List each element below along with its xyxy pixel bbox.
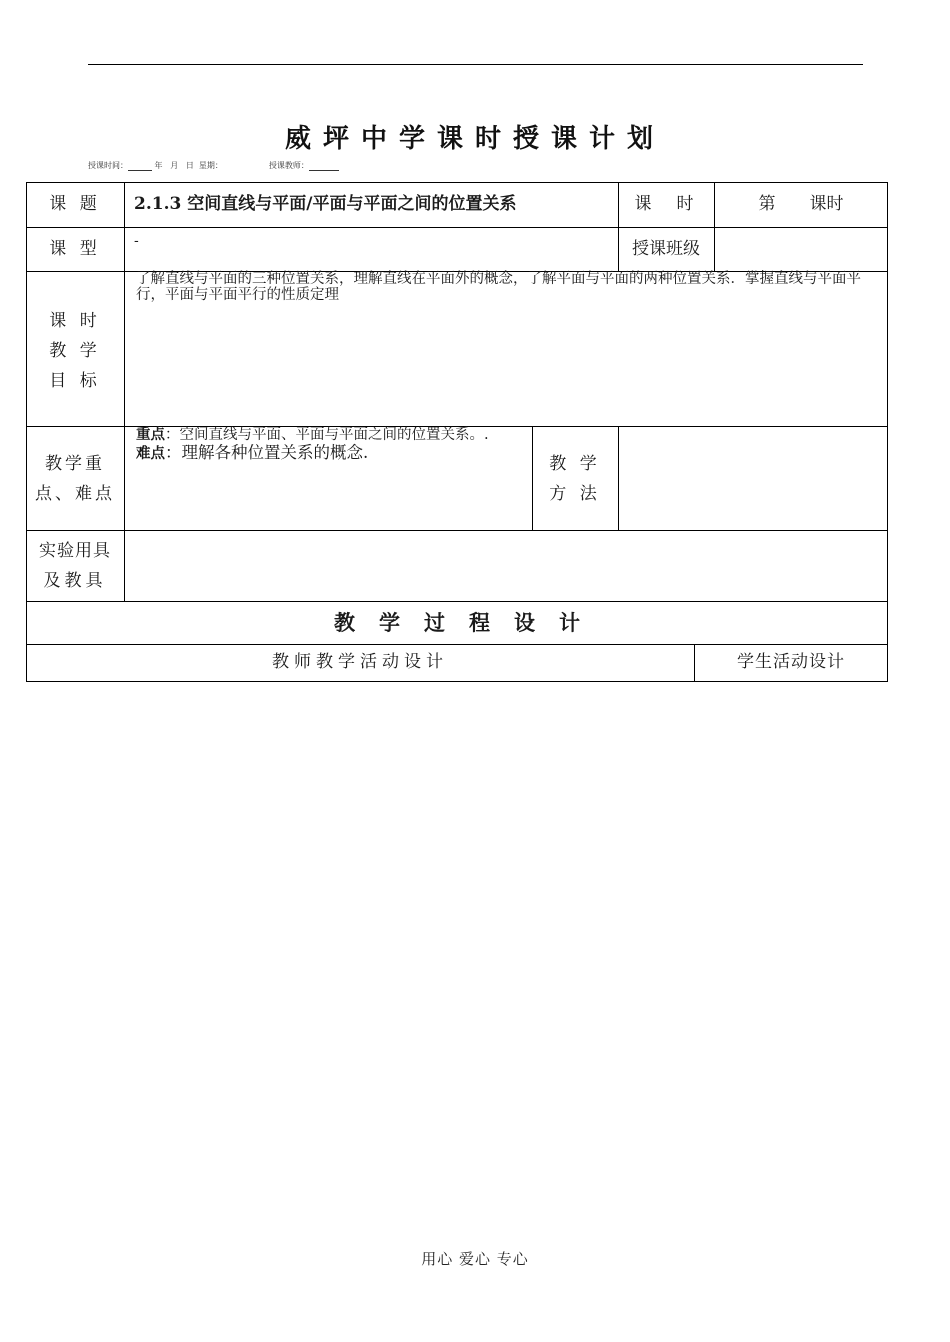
method-value <box>620 426 886 530</box>
date-label: 授课时间： <box>88 161 128 170</box>
period-label: 课 时 <box>634 194 698 214</box>
topic-value: 2.1.3 空间直线与平面/平面与平面之间的位置关系 <box>134 194 517 214</box>
method-label-line-1: 教 学 <box>549 454 601 474</box>
objective-label-line-2: 教 学 <box>49 341 101 361</box>
teacher-label: 授课教师： <box>268 161 309 170</box>
tools-label-line-2: 及教具 <box>43 571 107 591</box>
month-label: 月 <box>170 161 179 170</box>
type-label: 课 型 <box>49 239 101 259</box>
footer-motto: 用心 爱心 专心 <box>421 1250 529 1268</box>
process-heading: 教学过程设计 <box>334 610 604 635</box>
tools-value <box>126 530 886 601</box>
objective-label-line-1: 课 时 <box>49 311 101 331</box>
teacher-activity-header: 教师教学活动设计 <box>272 652 448 672</box>
objective-label-line-3: 目 标 <box>49 371 101 391</box>
lesson-meta-line <box>88 160 339 171</box>
method-label-line-2: 方 法 <box>549 484 601 504</box>
document-title: 威坪中学课时授课计划 <box>284 124 665 154</box>
tools-label-line-1: 实验用具 <box>39 541 111 561</box>
period-value: 第 课时 <box>758 194 844 214</box>
topic-label: 课 题 <box>49 194 101 214</box>
difficult-label: 难点 <box>136 445 165 462</box>
day-label: 日 <box>185 161 194 170</box>
keypoints-label-line-2: 点、难点 <box>35 484 115 504</box>
objective-label <box>26 306 124 396</box>
tools-label <box>26 536 124 596</box>
weekday-label: 星期： <box>198 161 223 170</box>
class-label: 授课班级 <box>632 239 700 259</box>
student-activity-header: 学生活动设计 <box>737 652 845 672</box>
key-text: ：空间直线与平面、平面与平面之间的位置关系。. <box>165 427 489 443</box>
teacher-blank <box>309 162 339 171</box>
year-label: 年 <box>154 161 163 170</box>
keypoints-content <box>136 426 530 463</box>
keypoints-label-line-1: 教学重 <box>45 454 105 474</box>
table-grid <box>26 182 888 682</box>
objective-text: 了解直线与平面的三种位置关系，理解直线在平面外的概念，了解平面与平面的两种位置关系．掌握直线与平面平行，平面与平面平行的性质定理 <box>136 271 861 303</box>
header-rule <box>88 64 863 65</box>
keypoints-label <box>26 449 124 509</box>
type-value: - <box>134 233 139 249</box>
method-label <box>532 449 618 509</box>
date-blank <box>128 162 152 171</box>
difficult-text: ：理解各种位置关系的概念. <box>165 443 369 462</box>
key-label: 重点 <box>136 426 165 443</box>
class-value <box>714 227 888 271</box>
